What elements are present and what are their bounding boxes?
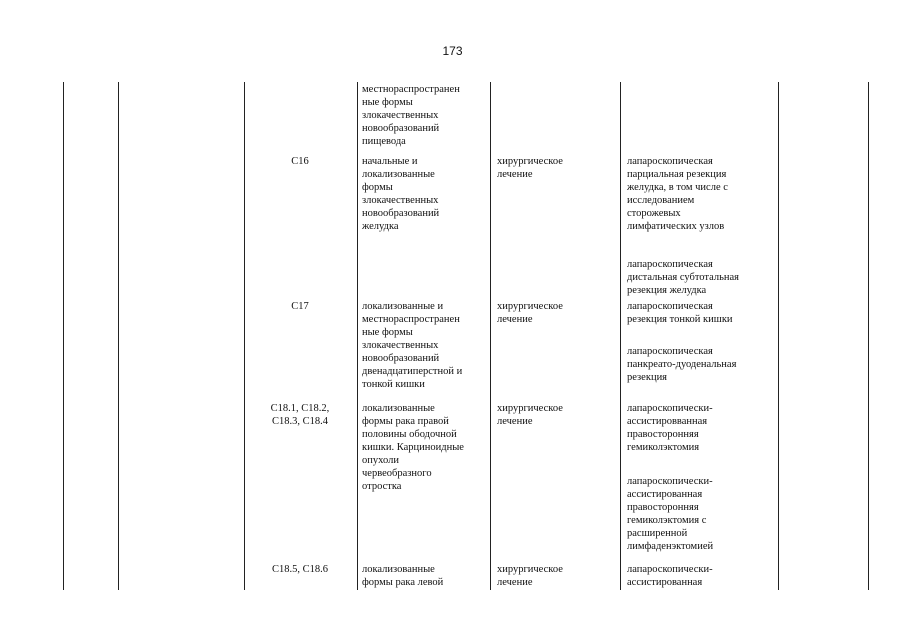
column-divider <box>778 82 779 590</box>
column-divider <box>620 82 621 590</box>
diagnosis-cell-continued: местнораспространен ные формы злокачественных новообразований пищевода <box>362 84 460 147</box>
column-divider <box>118 82 119 590</box>
column-divider <box>244 82 245 590</box>
method-cell: лапароскопическая дистальная субтотальная резекция желудка <box>627 259 739 296</box>
column-divider <box>490 82 491 590</box>
diagnosis-cell: локализованные формы рака правой половины ободочной кишки. Карциноидные опухоли червеобразного отростка <box>362 403 464 492</box>
diagnosis-cell: локализованные формы рака левой <box>362 564 444 588</box>
method-cell: лапароскопическая резекция тонкой кишки <box>627 301 733 325</box>
table-border-left <box>63 82 64 590</box>
method-cell: лапароскопически- ассистировванная правосторонняя гемиколэктомия <box>627 403 713 453</box>
icd-code-cell: C18.5, C18.6 <box>271 564 328 575</box>
diagnosis-cell: начальные и локализованные формы злокачественных новообразований желудка <box>362 156 440 232</box>
method-cell: лапароскопическая панкреато-дуоденальная резекция <box>627 346 737 383</box>
column-divider <box>357 82 358 590</box>
method-cell: лапароскопическая парциальная резекция желудка, в том числе с исследованием сторожевых лимфатических узлов <box>627 156 728 232</box>
page-number: 173 <box>442 44 463 58</box>
treatment-cell: хирургическое лечение <box>497 301 563 325</box>
icd-code-cell: C17 <box>291 301 309 312</box>
icd-code-cell: C16 <box>291 156 309 167</box>
table-border-right <box>868 82 869 590</box>
method-cell: лапароскопически- ассистированная <box>627 564 713 588</box>
method-cell: лапароскопически- ассистированная правосторонняя гемиколэктомия с расширенной лимфаденэктомией <box>627 476 714 552</box>
diagnosis-cell: локализованные и местнораспространен ные формы злокачественных новообразований двенадцатиперстной и тонкой кишки <box>362 301 463 390</box>
icd-code-cell: C18.1, C18.2, C18.3, C18.4 <box>270 403 330 427</box>
treatment-cell: хирургическое лечение <box>497 156 563 180</box>
treatment-cell: хирургическое лечение <box>497 403 563 427</box>
treatment-cell: хирургическое лечение <box>497 564 563 588</box>
